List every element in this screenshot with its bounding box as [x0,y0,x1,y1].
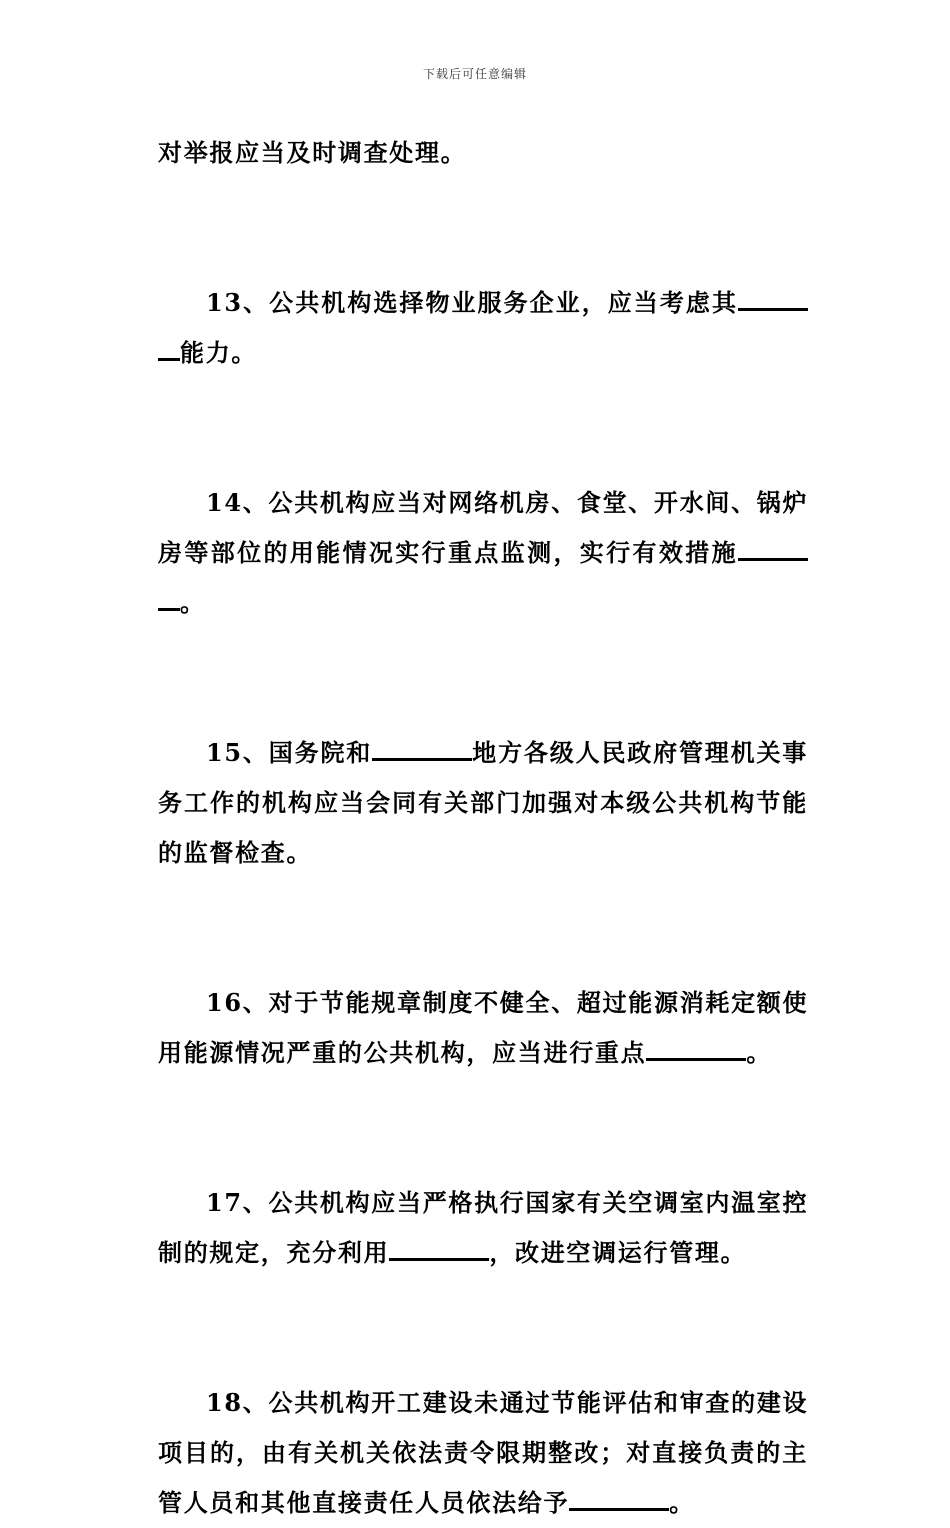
question-15-line-1: 15、国务院和 地方各级人民政府管理机关事 [206,738,808,767]
question-18-line-1: 18、公共机构开工建设未通过节能评估和审查的建设 [206,1388,809,1417]
answer-blank[interactable] [738,294,808,311]
question-18-line-3: 管人员和其他直接责任人员依法给予 。 [158,1488,695,1517]
answer-blank[interactable] [738,544,808,561]
question-14-line-3: 。 [158,578,808,628]
answer-blank[interactable] [646,1044,746,1061]
question-18-line-2: 项目的，由有关机关依法责令限期整改；对直接负责的主 [158,1438,808,1467]
question-16-line-2: 用能源情况严重的公共机构，应当进行重点 。 [158,1038,773,1067]
question-15-line-2: 务工作的机构应当会同有关部门加强对本级公共机构节能 [158,788,808,817]
answer-blank[interactable] [158,344,180,361]
question-14-line-1: 14、公共机构应当对网络机房、食堂、开水间、锅炉 [206,488,809,517]
answer-blank[interactable] [569,1494,669,1511]
answer-blank[interactable] [389,1244,489,1261]
question-13-line-2: 能力。 [158,328,808,378]
question-17-line-2: 制的规定，充分利用 ，改进空调运行管理。 [158,1238,747,1267]
question-14-line-2: 房等部位的用能情况实行重点监测，实行有效措施 [158,528,808,578]
document-body [158,128,808,1528]
question-17-line-1: 17、公共机构应当严格执行国家有关空调室内温室控 [206,1188,809,1217]
question-13-line-1: 13、公共机构选择物业服务企业，应当考虑其 [158,278,808,328]
answer-blank[interactable] [158,594,180,611]
answer-blank[interactable] [372,744,472,761]
paragraph-12-end: 对举报应当及时调查处理。 [158,138,467,167]
question-15-line-3: 的监督检查。 [158,838,313,867]
question-16-line-1: 16、对于节能规章制度不健全、超过能源消耗定额使 [206,988,809,1017]
page-header: 下载后可任意编辑 [422,67,527,81]
